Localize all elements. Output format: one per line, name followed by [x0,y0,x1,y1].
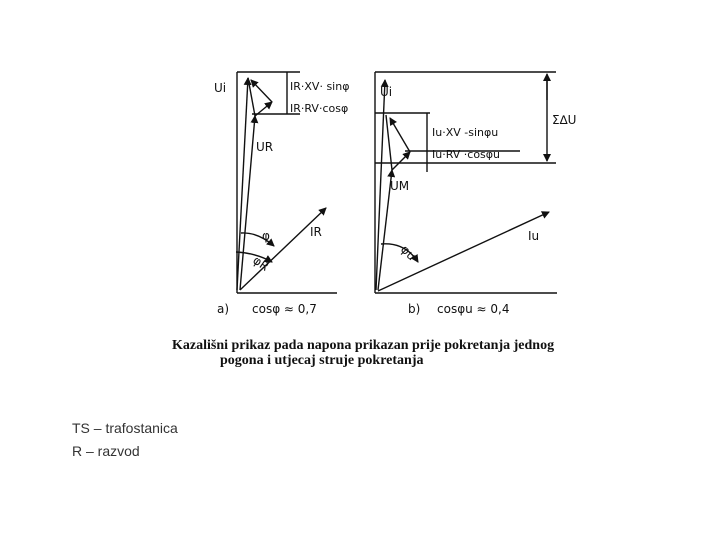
panel-b-drop-r [392,152,410,170]
notes-list [72,417,178,463]
panel-a-drop-sin-label: IR·XV· sinφ [290,80,350,93]
panel-a-label: a) [217,302,230,316]
panel-b-drop-x [390,118,410,152]
panel-b-iu-label: Iu [528,229,540,243]
panel-a-phi-label: φ [262,229,270,243]
panel-b-um-label: UM [390,179,410,193]
panel-b-drop-cos-label: Iu·RV ·cosφu [432,148,501,161]
panel-a-ir-label: IR [310,225,322,239]
panel-b-drop-sin-label: Iu·XV -sinφu [432,126,499,139]
panel-a-cos-label: cosφ ≈ 0,7 [252,302,317,316]
caption-line-1: Kazališni prikaz pada napona prikazan prije pokretanja jednog [172,338,555,353]
panel-a-drop-x [251,80,272,102]
panel-b-cos-label: cosφu ≈ 0,4 [437,302,510,316]
panel-a-ui-label: Ui [214,81,227,95]
note-r: R – razvod [72,443,140,459]
panel-b-drop-diag [386,115,392,170]
panel-b-phi-u-label: φu [397,242,419,264]
panel-b-label: b) [408,302,421,316]
panel-b-ui-label: Ui [380,85,393,99]
panel-a-ir-phasor [240,208,326,290]
panel-a-drop-cos-label: IR·RV·cosφ [290,102,349,115]
panel-a-phi-r-label: φR [250,252,272,274]
panel-a-ur-label: UR [256,140,274,154]
note-ts: TS – trafostanica [72,420,178,436]
caption-line-2: pogona i utjecaj struje pokretanja [220,353,424,368]
panel-b-ui-phasor [376,80,385,290]
panel-a-labels [214,80,349,316]
panel-b-sum-du-label: Σ∆U [552,113,577,127]
